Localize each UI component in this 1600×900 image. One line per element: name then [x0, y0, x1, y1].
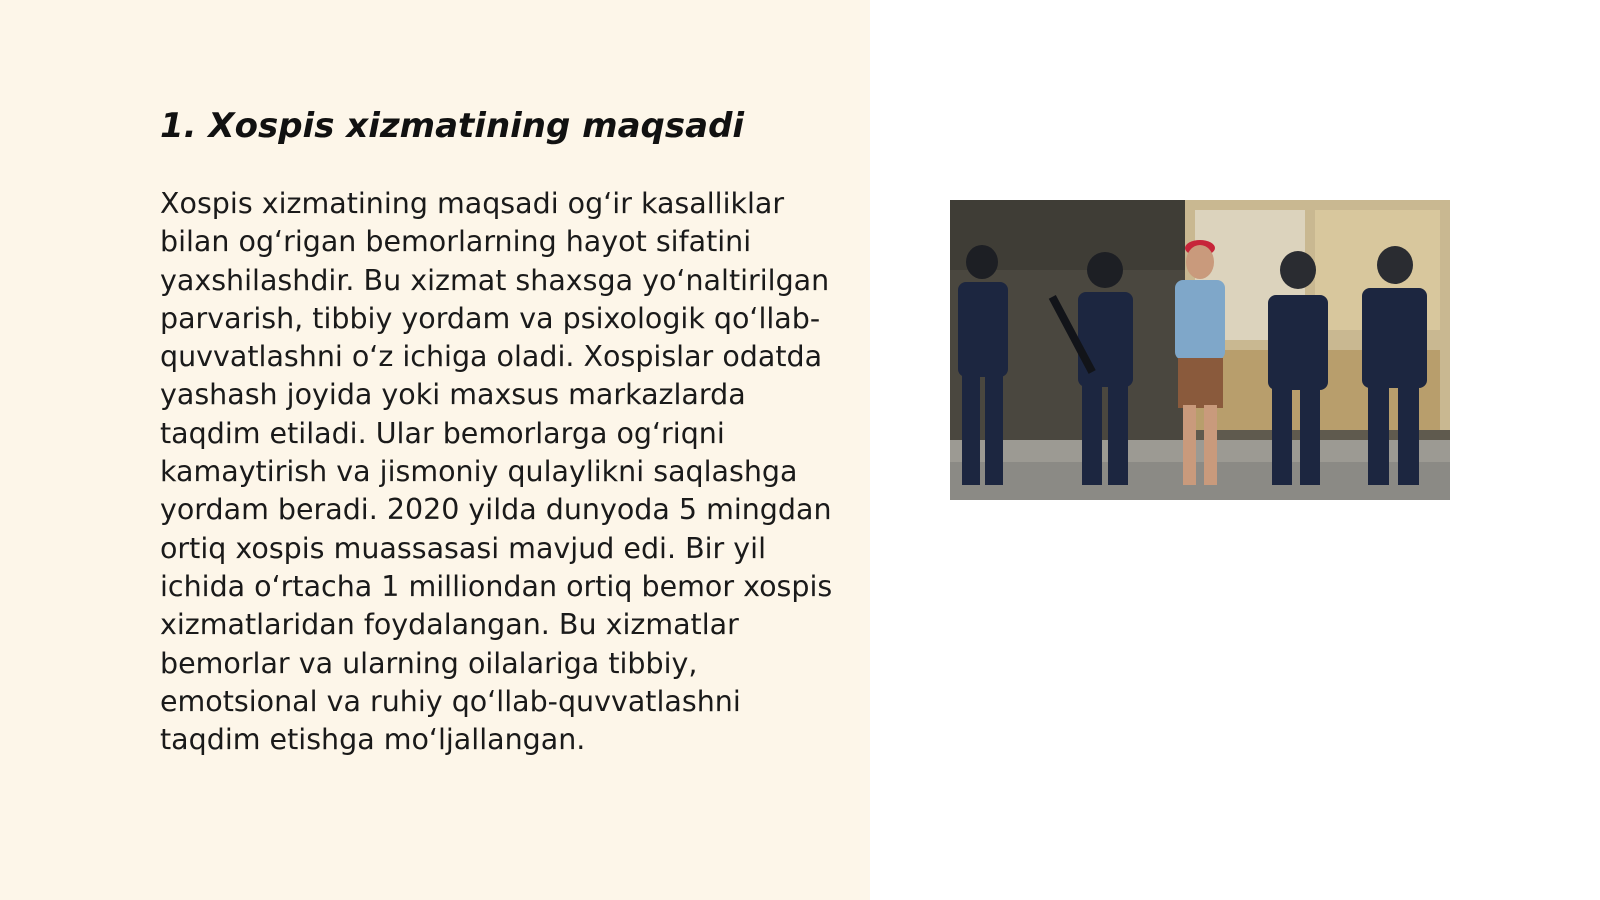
photo-illustration: [950, 200, 1450, 500]
slide-body-text: Xospis xizmatining maqsadi og‘ir kasalliklar bilan og‘rigan bemorlarning hayot sifatini yaxshilashdir. Bu xizmat shaxsga yo‘naltirilgan parvarish, tibbiy yordam va psixologik qo‘llab-quvvatlashni o‘z ichiga oladi. Xospislar odatda yashash joyida yoki maxsus markazlarda taqdim etiladi. Ular bemorlarga og‘riqni kamaytirish va jismoniy qulaylikni saqlashga yordam beradi. 2020 yilda dunyoda 5 mingdan ortiq xospis muassasasi mavjud edi. Bir yil ichida o‘rtacha 1 milliondan ortiq bemor xospis xizmatlaridan foydalangan. Bu xizmatlar bemorlar va ularning oilalariga tibbiy, emotsional va ruhiy qo‘llab-quvvatlashni taqdim etishga mo‘ljallangan.: [160, 187, 833, 757]
slide-title: 1. Xospis xizmatining maqsadi: [160, 106, 745, 146]
photo: [950, 200, 1450, 500]
